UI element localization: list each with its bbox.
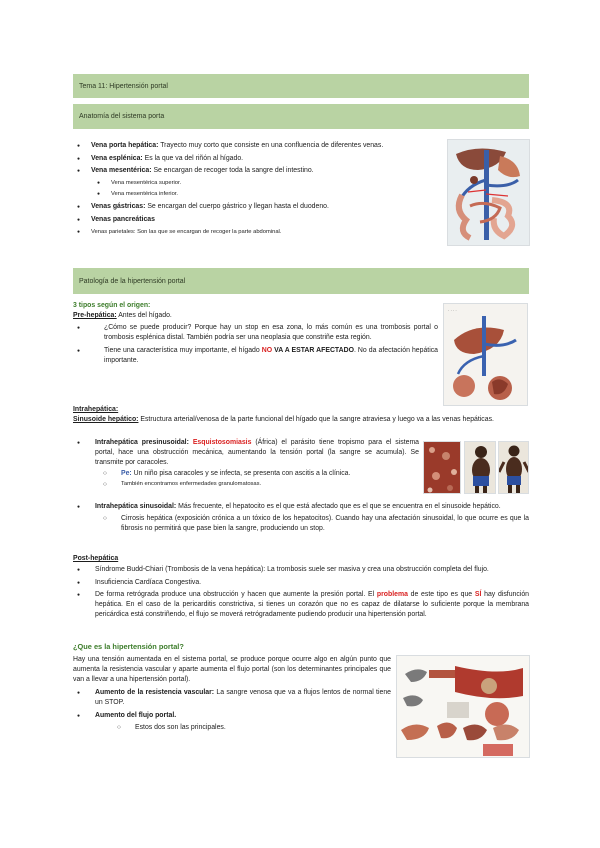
anatomy-list-cont [73,202,443,237]
list-item: ○ Pe: Un niño pisa caracoles y se infecta, se presenta con ascitis a la clínica. [99,469,419,479]
list-item: ● Venas parietales: Son las que se encargan de recoger la parte abdominal. [73,227,443,237]
what-is-sublist [113,723,391,733]
list-item: ● Aumento de la resistencia vascular: La sangre venosa que va a flujos lentos de normal tiene un STOP. [73,688,391,708]
list-item: ○ También encontramos enfermedades granulomatosas. [99,479,419,490]
what-is-list [73,688,391,721]
what-is-heading: ¿Que es la hipertensión portal? [73,642,184,651]
posthepatic-heading: Post-hepática [73,555,119,562]
sinusoidal-list [73,502,529,512]
mesenteric-sublist [93,178,443,200]
prehepatic-block [73,323,438,366]
intrahepatic-heading: Intrahepática: [73,406,119,413]
prehepatic-heading: Pre-hepática: Antes del hígado. [73,312,172,319]
posthepatic-block [73,565,529,620]
pathology-section-title: Patología de la hipertensión portal [79,277,186,285]
presinusoidal-list [73,438,419,468]
list-item: ● Vena mesentérica superior. [93,178,443,189]
sinusoidal-sublist [99,514,529,534]
list-item: ● Intrahepática sinusoidal: Más frecuente, el hepatocito es el que está afectado que es el que se encuentra en el sinusoide hepático. [73,502,529,512]
svg-text:· · · ·: · · · · [448,308,457,313]
list-item: ● Vena porta hepática: Trayecto muy corto que consiste en una confluencia de diferentes venas. [73,141,443,151]
list-item: ● Intrahepática presinusoidal: Esquistosomiasis (África) el parásito tiene tropismo para el sistema portal, hace una obstrucción mecánica, aumentando la tensión portal (la sangre se acumula). Se transmite por caracoles. [73,438,419,468]
sinusoid-definition: Sinusoide hepático: Estructura arterial/venosa de la parte funcional del hígado que la sangre atraviesa y luego va a las venas hepáticas. [73,416,494,423]
origin-heading: 3 tipos según el origen: [73,302,151,309]
pathology-section-bar [73,268,529,294]
sinusoidal-block [73,502,529,534]
anatomy-section-bar [73,104,529,129]
presinusoidal-sublist [99,469,419,490]
list-item: ● Vena mesentérica inferior. [93,189,443,200]
document-title-bar [73,74,529,98]
list-item: ○ Cirrosis hepática (exposición crónica a un tóxico de los hepatocitos). Cuando hay una afectación sinusoidal, lo que ocurre es que la fibrosis no permitirá que pase bien la sangre, produciendo un stop. [99,514,529,534]
what-is-text: Hay una tensión aumentada en el sistema portal, se produce porque ocurre algo en algún punto que aumenta la resistencia vascular y aparte aumenta el flujo portal (son los determinantes principales que van a llevar a una hipertensión portal). [73,656,391,683]
list-item: ● Vena mesentérica: Se encargan de recoger toda la sangre del intestino. [73,166,443,176]
portal-hypertension-diagram [396,655,530,758]
schistosoma-tissue-image [423,441,461,494]
portal-system-illustration [447,139,530,246]
list-item: ● ¿Cómo se puede producir? Porque hay un stop en esa zona, lo más común es una trombosis portal o trombosis esplénica distal. También podría ser una neoplasia que constriñe esta región. [73,323,438,343]
anatomy-section-title: Anatomía del sistema porta [79,113,165,120]
list-item: ○ Estos dos son las principales. [113,723,391,733]
posthepatic-list [73,565,529,620]
list-item: ● De forma retrógrada produce una obstrucción y hacen que aumente la presión portal. El problema de este tipo es que SÍ hay disfunción hepática. En el caso de la pericarditis constrictiva, si tienes un corazón que no es capaz de dilatarse lo suficiente porque la membrana pericárdica está constriñendo, el flujo se moverá retrógradamente pudiendo producir una hipertensión portal. [73,590,529,620]
list-item: ● Insuficiencia Cardíaca Congestiva. [73,578,529,588]
list-item: ● Venas pancreáticas [73,215,443,225]
what-is-block [73,688,391,733]
list-item: ● Tiene una característica muy importante, el hígado NO VA A ESTAR AFECTADO. No da afectación hepática importante. [73,346,438,366]
document-title: Tema 11: Hipertensión portal [79,82,168,90]
child-patient-photo-2 [498,441,529,494]
prehepatic-list [73,323,438,366]
list-item: ● Aumento del flujo portal. [73,711,391,721]
prehepatic-illustration [443,303,528,406]
list-item: ● Venas gástricas: Se encargan del cuerpo gástrico y llegan hasta el duodeno. [73,202,443,212]
child-patient-photo-1 [464,441,496,494]
anatomy-list [73,141,443,176]
list-item: ● Vena esplénica: Es la que va del riñón al hígado. [73,154,443,164]
list-item: ● Síndrome Budd-Chiari (Trombosis de la vena hepática): La trombosis suele ser masiva y crea una obstrucción completa del flujo. [73,565,529,575]
presinusoidal-block [73,438,419,490]
anatomy-list-block [73,141,443,237]
